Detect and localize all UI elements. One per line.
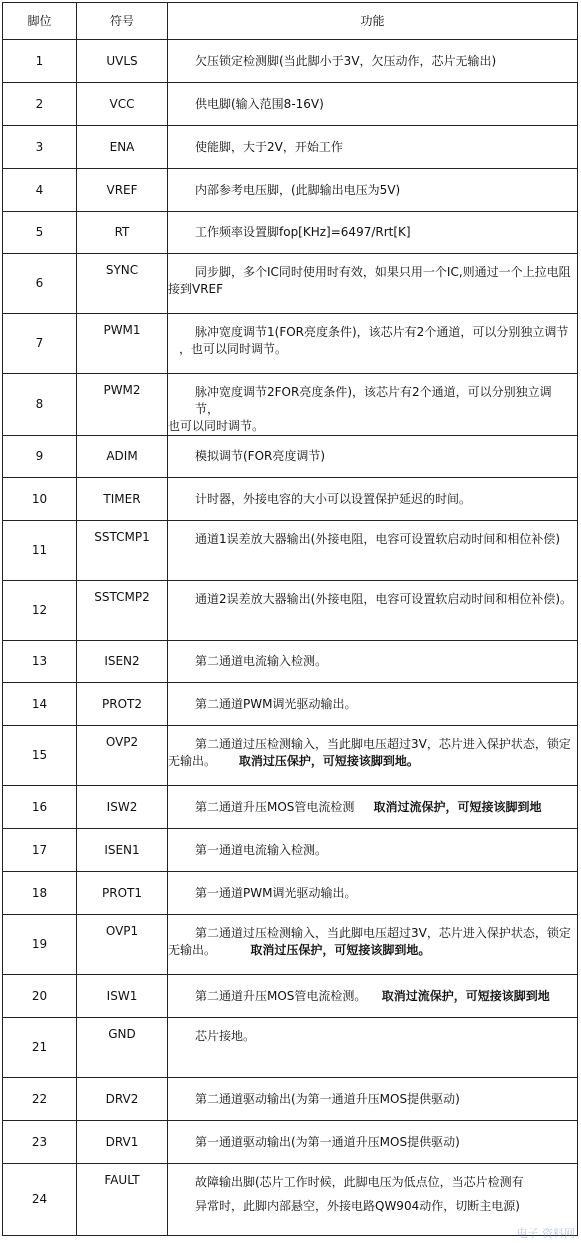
function-text: 故障输出脚(芯片工作时候，此脚电压为低点位，当芯片检测有 xyxy=(195,1175,524,1189)
pin-function xyxy=(168,83,578,126)
function-text: 芯片接地。 xyxy=(195,1029,256,1043)
pin-number: 3 xyxy=(3,126,77,169)
function-note: 取消过流保护，可短接该脚到地 xyxy=(373,799,542,814)
function-text: 欠压锁定检测脚(当此脚小于3V，欠压动作，芯片无输出) xyxy=(195,53,497,68)
table-row xyxy=(3,786,578,829)
pin-symbol: GND xyxy=(77,1018,168,1078)
pin-function xyxy=(168,829,578,872)
table-row xyxy=(3,83,578,126)
header-row xyxy=(3,3,578,40)
function-note: 取消过压保护，可短接该脚到地。 xyxy=(250,943,431,957)
pin-symbol: FAULT xyxy=(77,1164,168,1236)
table-row xyxy=(3,254,578,314)
pin-number: 11 xyxy=(3,521,77,581)
pin-number: 12 xyxy=(3,581,77,641)
site-watermark: 电子 资料网 xyxy=(516,1227,575,1240)
pin-symbol: SSTCMP2 xyxy=(77,581,168,641)
function-text: 计时器，外接电容的大小可以设置保护延迟的时间。 xyxy=(195,491,472,506)
pin-function xyxy=(168,915,578,975)
table-row xyxy=(3,436,578,478)
function-text: 工作频率设置脚fop[KHz]=6497/Rrt[K] xyxy=(195,225,411,239)
function-text: 通道1误差放大器输出(外接电阻，电容可设置软启动时间和相位补偿) xyxy=(195,532,561,546)
pin-number: 18 xyxy=(3,872,77,915)
pin-number: 2 xyxy=(3,83,77,126)
function-text: 模拟调节(FOR亮度调节) xyxy=(195,449,326,463)
pin-number: 23 xyxy=(3,1121,77,1164)
function-text: 第一通道PWM调光驱动输出。 xyxy=(195,885,357,900)
table-row xyxy=(3,169,578,212)
pin-symbol: OVP1 xyxy=(77,915,168,975)
pin-symbol: ADIM xyxy=(77,436,168,478)
pin-number: 19 xyxy=(3,915,77,975)
function-continuation: ，也可以同时调节。 xyxy=(179,342,288,356)
function-text: 第二通道PWM调光驱动输出。 xyxy=(195,696,357,711)
table-row xyxy=(3,975,578,1018)
function-text: 第二通道升压MOS管电流检测。 xyxy=(195,988,367,1003)
pin-symbol: RT xyxy=(77,212,168,254)
pin-function xyxy=(168,254,578,314)
pin-symbol: ISEN1 xyxy=(77,829,168,872)
pin-number: 6 xyxy=(3,254,77,314)
pin-symbol: DRV1 xyxy=(77,1121,168,1164)
function-text: 第二通道驱动输出(为第一通道升压MOS提供驱动) xyxy=(195,1091,460,1106)
table-row xyxy=(3,374,578,436)
pin-symbol: TIMER xyxy=(77,478,168,521)
pin-number: 4 xyxy=(3,169,77,212)
pin-symbol: VREF xyxy=(77,169,168,212)
pin-number: 14 xyxy=(3,683,77,726)
table-row xyxy=(3,1018,578,1078)
pin-function xyxy=(168,581,578,641)
function-text: 第二通道升压MOS管电流检测 xyxy=(195,799,355,814)
table-row xyxy=(3,581,578,641)
pin-function xyxy=(168,169,578,212)
table-row xyxy=(3,1121,578,1164)
table-row xyxy=(3,126,578,169)
pin-function xyxy=(168,1121,578,1164)
pin-symbol: ENA xyxy=(77,126,168,169)
function-text: 通道2误差放大器输出(外接电阻，电容可设置软启动时间和相位补偿)。 xyxy=(195,592,573,606)
table-row xyxy=(3,915,578,975)
pin-symbol: ISW2 xyxy=(77,786,168,829)
table-row xyxy=(3,872,578,915)
pin-number: 21 xyxy=(3,1018,77,1078)
table-row xyxy=(3,829,578,872)
function-continuation: 接到VREF xyxy=(168,282,224,296)
pin-number: 1 xyxy=(3,40,77,83)
function-text: 脉冲宽度调节2FOR亮度条件)，该芯片有2个通道，可以分别独立调节， xyxy=(195,385,552,416)
pin-symbol: DRV2 xyxy=(77,1078,168,1121)
pin-number: 8 xyxy=(3,374,77,436)
pin-function xyxy=(168,975,578,1018)
function-text: 第二通道过压检测输入，当此脚电压超过3V，芯片进入保护状态，锁定 xyxy=(195,737,571,751)
pin-function xyxy=(168,478,578,521)
pin-symbol: PWM1 xyxy=(77,314,168,374)
pin-symbol: OVP2 xyxy=(77,726,168,786)
function-cont-text: 无输出。 xyxy=(168,943,217,957)
pin-symbol: VCC xyxy=(77,83,168,126)
pin-function xyxy=(168,314,578,374)
table-row xyxy=(3,1078,578,1121)
header-symbol: 符号 xyxy=(77,3,168,40)
table-row xyxy=(3,314,578,374)
function-text: 第一通道驱动输出(为第一通道升压MOS提供驱动) xyxy=(195,1134,460,1149)
table-row xyxy=(3,40,578,83)
pin-number: 22 xyxy=(3,1078,77,1121)
pin-function xyxy=(168,436,578,478)
pin-symbol: PROT2 xyxy=(77,683,168,726)
pin-symbol: ISEN2 xyxy=(77,641,168,683)
pin-function xyxy=(168,683,578,726)
pin-symbol: UVLS xyxy=(77,40,168,83)
function-continuation xyxy=(168,942,573,959)
pin-number: 16 xyxy=(3,786,77,829)
header-pin: 脚位 xyxy=(3,3,77,40)
pin-symbol: PROT1 xyxy=(77,872,168,915)
table-row xyxy=(3,683,578,726)
function-continuation xyxy=(168,753,573,770)
table-row xyxy=(3,478,578,521)
function-continuation: 也可以同时调节。 xyxy=(168,419,265,433)
pin-number: 9 xyxy=(3,436,77,478)
function-text: 第二通道电流输入检测。 xyxy=(195,654,328,668)
pin-function xyxy=(168,374,578,436)
table-row xyxy=(3,521,578,581)
table-row xyxy=(3,726,578,786)
function-text: 第二通道过压检测输入，当此脚电压超过3V，芯片进入保护状态，锁定 xyxy=(195,926,571,940)
pin-function xyxy=(168,521,578,581)
pin-symbol: SYNC xyxy=(77,254,168,314)
pin-number: 15 xyxy=(3,726,77,786)
pin-function xyxy=(168,40,578,83)
function-note: 取消过压保护，可短接该脚到地。 xyxy=(238,754,419,768)
pin-function xyxy=(168,872,578,915)
function-note: 取消过流保护，可短接该脚到地 xyxy=(381,988,550,1003)
pin-symbol: PWM2 xyxy=(77,374,168,436)
function-text: 脉冲宽度调节1(FOR亮度条件)，该芯片有2个通道，可以分别独立调节 xyxy=(195,325,569,339)
pin-number: 13 xyxy=(3,641,77,683)
function-cont-text: 无输出。 xyxy=(168,754,217,768)
function-text: 供电脚(输入范围8-16V) xyxy=(195,96,324,111)
header-function: 功能 xyxy=(168,3,578,40)
function-text: 同步脚，多个IC同时使用时有效，如果只用一个IC,则通过一个上拉电阻 xyxy=(195,265,571,279)
pin-symbol: SSTCMP1 xyxy=(77,521,168,581)
pin-number: 17 xyxy=(3,829,77,872)
pin-number: 24 xyxy=(3,1164,77,1236)
pin-function xyxy=(168,212,578,254)
pin-number: 5 xyxy=(3,212,77,254)
pin-symbol: ISW1 xyxy=(77,975,168,1018)
pin-function xyxy=(168,1078,578,1121)
pin-function xyxy=(168,1018,578,1078)
pin-function xyxy=(168,726,578,786)
pin-number: 10 xyxy=(3,478,77,521)
table-row xyxy=(3,1164,578,1236)
pin-function xyxy=(168,126,578,169)
table-row xyxy=(3,641,578,683)
pin-number: 20 xyxy=(3,975,77,1018)
pin-function xyxy=(168,641,578,683)
pin-function xyxy=(168,786,578,829)
function-text: 第一通道电流输入检测。 xyxy=(195,842,328,857)
function-text: 内部参考电压脚，(此脚输出电压为5V) xyxy=(195,182,401,197)
table-row xyxy=(3,212,578,254)
function-continuation: 异常时，此脚内部悬空，外接电路QW904动作，切断主电源) xyxy=(195,1199,520,1213)
pin-number: 7 xyxy=(3,314,77,374)
function-text: 使能脚，大于2V，开始工作 xyxy=(195,139,343,154)
pin-table xyxy=(2,2,578,1236)
